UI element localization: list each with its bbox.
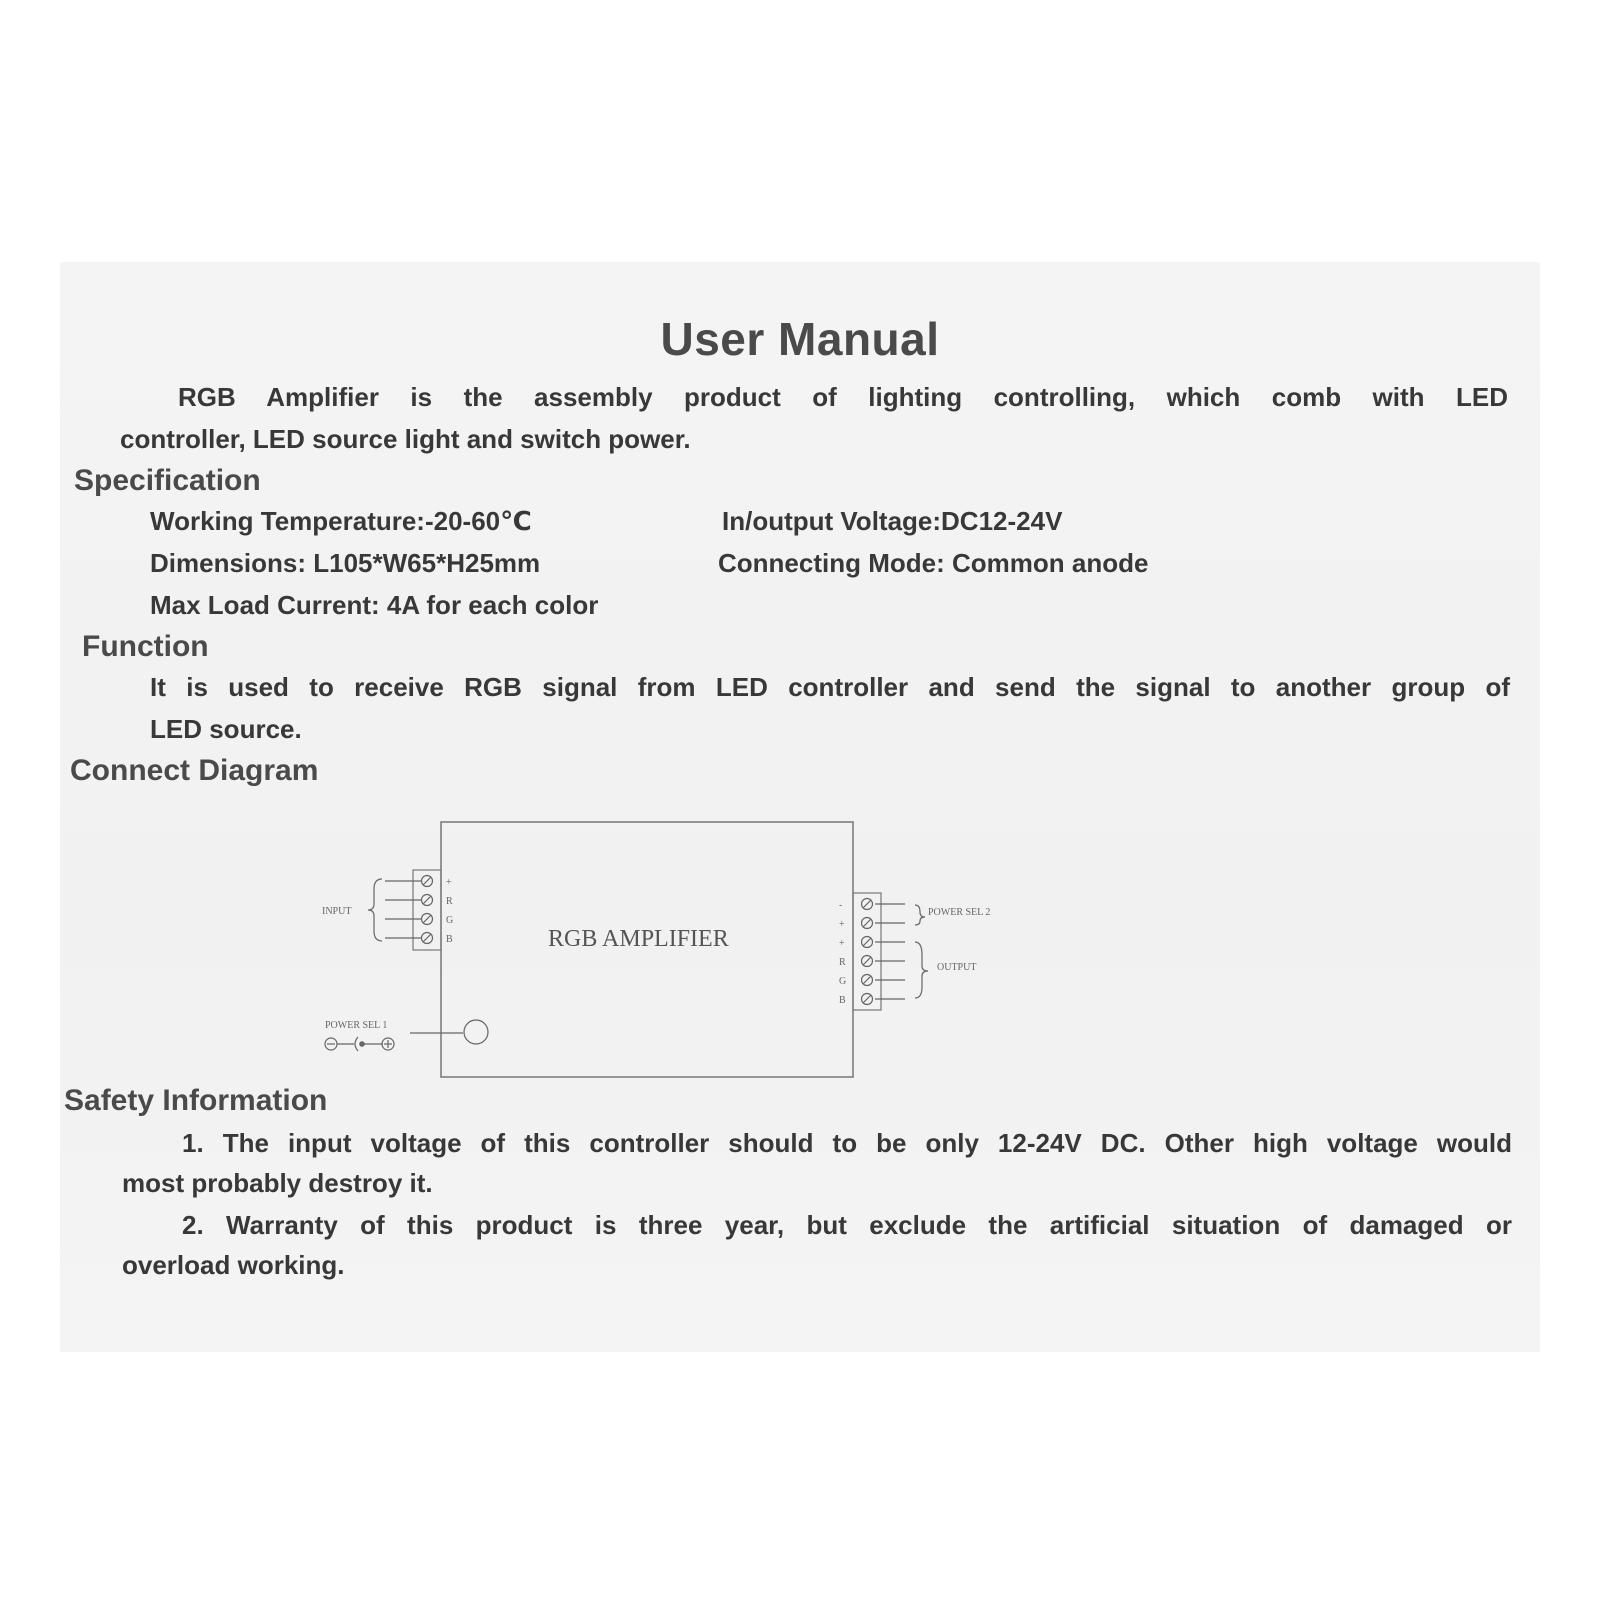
safety-item-2-line-1: 2. Warranty of this product is three year, but exclude the artificial situation of damaged or xyxy=(182,1210,1512,1240)
safety-item-1-line-2: most probably destroy it. xyxy=(122,1168,433,1198)
output-label: OUTPUT xyxy=(937,962,977,973)
output-pin-label: + xyxy=(839,919,845,930)
function-line-1: It is used to receive RGB signal from LED controller and send the signal to another group of xyxy=(150,672,1510,702)
output-pin-label: R xyxy=(839,957,846,968)
intro-line-1: RGB Amplifier is the assembly product of lighting controlling, which comb with LED xyxy=(178,382,1508,412)
spec-dimensions: Dimensions: L105*W65*H25mm xyxy=(150,548,541,578)
input-label: INPUT xyxy=(322,906,352,917)
function-line-2: LED source. xyxy=(150,714,302,744)
connect-diagram-heading: Connect Diagram xyxy=(70,754,319,787)
output-wires xyxy=(875,904,928,999)
page-title: User Manual xyxy=(660,313,940,365)
input-screw-terminals xyxy=(422,876,433,944)
input-pin-labels xyxy=(446,877,453,945)
output-terminal-block xyxy=(853,893,881,1010)
output-pin-label: G xyxy=(839,976,847,987)
output-pin-label: B xyxy=(839,995,846,1006)
intro-line-2: controller, LED source light and switch power. xyxy=(120,424,691,454)
specification-heading: Specification xyxy=(74,464,261,497)
power-sel-1-label: POWER SEL 1 xyxy=(325,1020,388,1031)
output-pin-labels xyxy=(839,900,846,1006)
function-heading: Function xyxy=(82,630,209,663)
input-pin-label: + xyxy=(446,877,452,888)
input-pin-label: G xyxy=(446,915,454,926)
spec-max-load: Max Load Current: 4A for each color xyxy=(150,590,599,620)
safety-item-1-line-1: 1. The input voltage of this controller should to be only 12-24V DC. Other high voltage would xyxy=(182,1128,1512,1158)
input-pin-label: R xyxy=(446,896,453,907)
input-pin-label: B xyxy=(446,934,453,945)
safety-heading: Safety Information xyxy=(64,1084,328,1117)
power-sel-2-label: POWER SEL 2 xyxy=(928,907,991,918)
spec-connecting-mode: Connecting Mode: Common anode xyxy=(718,548,1149,578)
amplifier-label: RGB AMPLIFIER xyxy=(548,926,729,952)
output-screw-terminals xyxy=(862,899,873,1005)
output-pin-label: + xyxy=(839,938,845,949)
spec-io-voltage: In/output Voltage:DC12-24V xyxy=(722,506,1063,536)
output-pin-label: - xyxy=(839,900,843,911)
spec-working-temperature: Working Temperature:-20-60℃ xyxy=(150,506,532,536)
safety-item-2-line-2: overload working. xyxy=(122,1250,345,1280)
